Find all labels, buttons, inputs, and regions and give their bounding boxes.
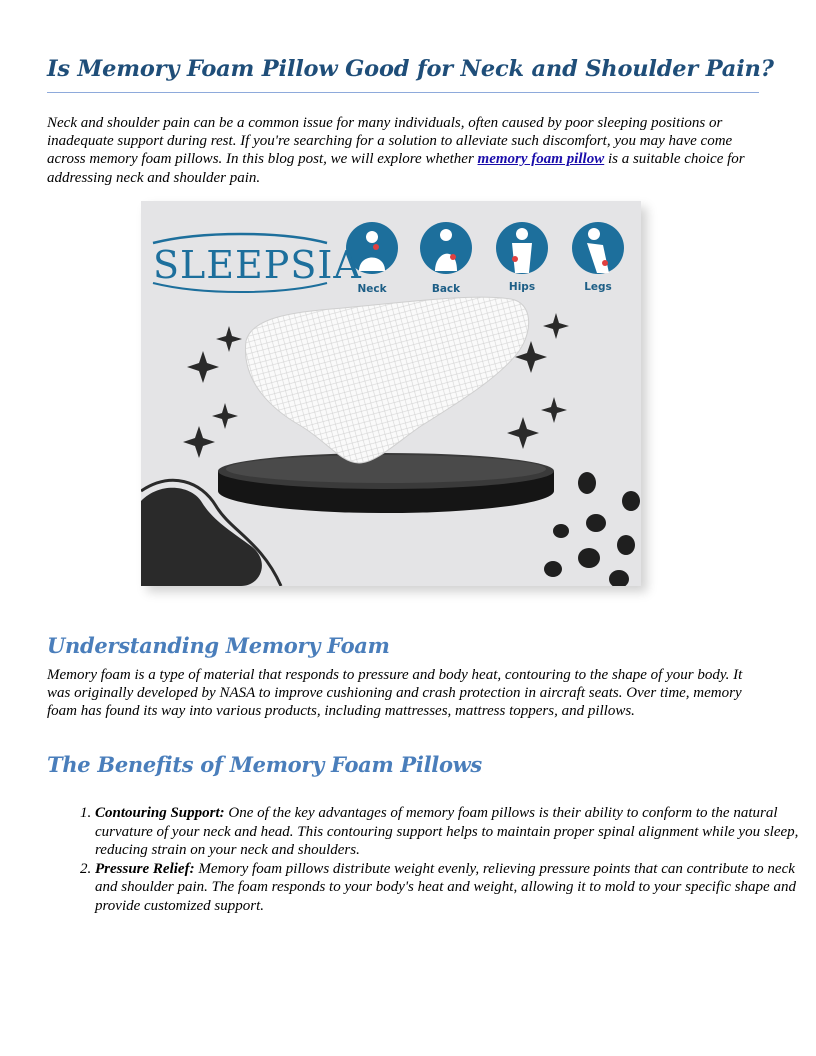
- benefit-term: Contouring Support:: [95, 805, 225, 821]
- article-title: Is Memory Foam Pillow Good for Neck and Shoulder Pain?: [47, 56, 774, 82]
- understanding-paragraph: Memory foam is a type of material that responds to pressure and body heat, contouring to the shape of your body. It was originally developed by NASA to improve cushioning and crash protection in aircraft seats. Over time, memory foam has found its way into various products, including mattresses, mattress toppers, and pillows.: [47, 667, 743, 720]
- pebble-decorations: [544, 472, 640, 586]
- title-divider: [47, 92, 759, 93]
- benefits-heading: The Benefits of Memory Foam Pillows: [47, 752, 482, 777]
- brand-logo: SLEEPSIA: [153, 243, 362, 287]
- benefit-text: One of the key advantages of memory foam pillows is their ability to conform to the natural curvature of your neck and head. This contouring support helps to maintain proper spinal alignment while you sleep, reducing strain on your neck and shoulders.: [95, 805, 799, 858]
- legs-pain-icon: [572, 222, 624, 274]
- back-pain-icon: [420, 222, 472, 274]
- list-item: [95, 804, 807, 860]
- product-image: [141, 201, 641, 586]
- benefit-text: Memory foam pillows distribute weight evenly, relieving pressure points that can contribute to neck and shoulder pain. The foam responds to your body's heat and weight, allowing it to mold to your specific shape and provide customized support.: [95, 860, 796, 914]
- list-item: [95, 860, 807, 916]
- intro-text-end: is a suitable choice for addressing neck and shoulder pain.: [47, 151, 745, 186]
- badge-label-legs: Legs: [584, 281, 612, 293]
- understanding-heading: Understanding Memory Foam: [47, 633, 390, 658]
- benefit-term: Pressure Relief:: [95, 860, 195, 877]
- intro-paragraph: [47, 114, 759, 187]
- memory-foam-pillow-link[interactable]: memory foam pillow: [477, 151, 605, 168]
- hips-pain-icon: [496, 222, 548, 274]
- benefits-list: [47, 804, 807, 915]
- badge-label-back: Back: [431, 283, 461, 295]
- badge-label-hips: Hips: [508, 281, 536, 293]
- brand-swoosh: [153, 234, 327, 243]
- intro-text-start: Neck and shoulder pain can be a common issue for many individuals, often caused by poor sleeping positions or inadequate support during rest. If you're searching for a solution to alleviate such discomfort, you may have come across memory foam pillows. In this blog post, we will explore whether: [47, 115, 733, 168]
- badge-label-neck: Neck: [357, 283, 387, 295]
